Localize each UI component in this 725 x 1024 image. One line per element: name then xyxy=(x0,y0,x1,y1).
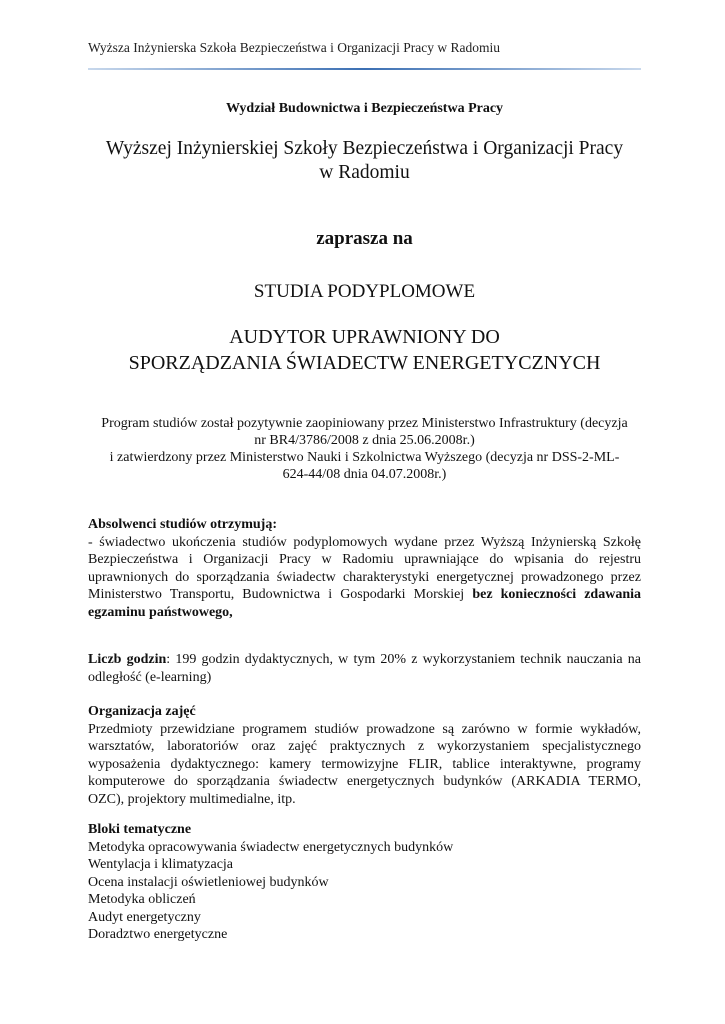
course-title-line1: AUDYTOR UPRAWNIONY DO xyxy=(229,326,500,348)
graduates-heading: Absolwenci studiów otrzymują: xyxy=(88,517,277,532)
topics-heading: Bloki tematyczne xyxy=(88,822,192,837)
topic-item: Metodyka opracowywania świadectw energetycznych budynków xyxy=(88,839,454,855)
topic-item: Wentylacja i klimatyzacja xyxy=(88,857,234,872)
school-name xyxy=(88,137,641,185)
studies-title: STUDIA PODYPLOMOWE xyxy=(253,281,476,302)
department-name: Wydział Budownictwa i Bezpieczeństwa Pracy xyxy=(225,101,504,116)
graduates-section xyxy=(88,516,641,621)
program-approval xyxy=(88,415,641,483)
graduates-emphasis: bez konieczności zdawania egzaminu państwowego, xyxy=(88,587,641,620)
course-title-line2: SPORZĄDZANIA ŚWIADECTW ENERGETYCZNYCH xyxy=(128,352,601,374)
school-name-line2: w Radomiu xyxy=(319,162,410,183)
school-name-line1: Wyższej Inżynierskiej Szkoły Bezpieczeństwa i Organizacji Pracy xyxy=(105,138,624,159)
topic-item: Metodyka obliczeń xyxy=(88,892,196,907)
graduates-text: - świadectwo ukończenia studiów podyplomowych wydane przez Wyższą Inżynierską Szkołę Bezpieczeństwa i Organizacji Pracy w Radomiu uprawniające do wpisania do rejestru uprawnionych do sporządzania świadectw charakterystyki energetycznej prowadzonego przez Ministerstwo Transportu, Budownictwa i Gospodarki Morskiej xyxy=(88,534,641,602)
hours-label: Liczb godzin xyxy=(88,652,167,667)
organization-section xyxy=(88,703,641,808)
program-line1: Program studiów został pozytywnie zaopiniowany przez Ministerstwo Infrastruktury (decyzja xyxy=(101,416,628,431)
topic-item: Audyt energetyczny xyxy=(88,909,201,925)
program-line3: i zatwierdzony przez Ministerstwo Nauki i Szkolnictwa Wyższego (decyzja nr DSS-2-ML- xyxy=(109,450,620,465)
topic-item: Ocena instalacji oświetleniowej budynków xyxy=(88,874,329,890)
program-line2: nr BR4/3786/2008 z dnia 25.06.2008r.) xyxy=(254,433,475,448)
course-title xyxy=(88,324,641,376)
invites-text: zaprasza na xyxy=(316,228,413,249)
topic-item: Doradztwo energetyczne xyxy=(88,927,228,942)
hours-section xyxy=(88,651,641,686)
organization-text: Przedmioty przewidziane programem studiów prowadzone są zarówno w formie wykładów, warsztatów, laboratoriów oraz zajęć praktycznych z wykorzystaniem specjalistycznego wyposażenia dydaktycznego: kamery termowizyjne FLIR, tablice interaktywne, programy komputerowe do sporządzania świadectw energetycznych budynków (ARKADIA TERMO, OZC), projektory multimedialne, itp. xyxy=(88,721,641,807)
topics-section xyxy=(88,821,641,944)
running-header: Wyższa Inżynierska Szkoła Bezpieczeństwa i Organizacji Pracy w Radomiu xyxy=(88,40,501,55)
organization-heading: Organizacja zajęć xyxy=(88,704,196,719)
header-divider xyxy=(88,68,641,70)
hours-text: : 199 godzin dydaktycznych, w tym 20% z wykorzystaniem technik nauczania na odległość (e-learning) xyxy=(88,652,641,685)
program-line4: 624-44/08 dnia 04.07.2008r.) xyxy=(282,467,447,482)
